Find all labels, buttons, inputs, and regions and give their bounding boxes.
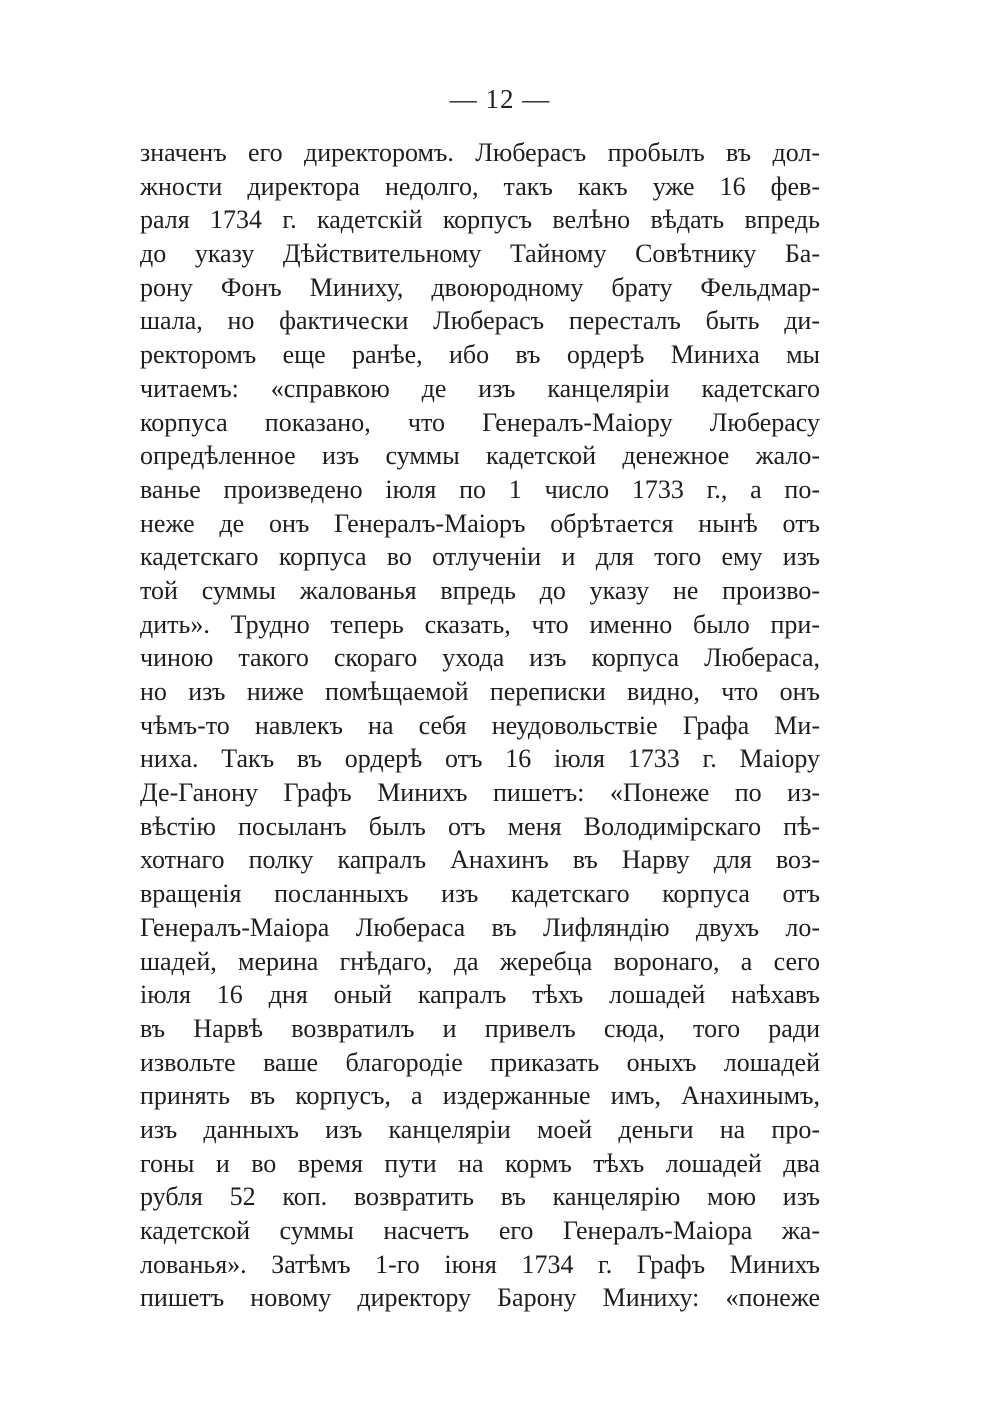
text-line: лованья». Затѣмъ 1-го іюня 1734 г. Графъ Минихъ [140, 1249, 820, 1279]
text-line: жности директора недолго, такъ какъ уже 16 фев- [140, 171, 820, 201]
text-line: опредѣленное изъ суммы кадетской денежное жало- [140, 441, 820, 471]
text-line: вѣстію посыланъ былъ отъ меня Володимірскаго пѣ- [140, 811, 820, 841]
text-line: принять въ корпусъ, а издержанные имъ, Анахинымъ, [140, 1081, 820, 1111]
text-line: той суммы жалованья впредь до указу не произво- [140, 575, 820, 605]
text-line: дить». Трудно теперь сказать, что именно было при- [140, 609, 820, 639]
text-line: Де-Ганону Графъ Минихъ пишетъ: «Понеже по из- [140, 778, 820, 808]
text-line: пишетъ новому директору Барону Миниху: «понеже [140, 1283, 820, 1313]
text-line: шала, но фактически Люберасъ пересталъ быть ди- [140, 306, 820, 336]
text-line: значенъ его директоромъ. Люберасъ пробылъ въ дол- [140, 138, 820, 167]
text-line: рубля 52 коп. возвратить въ канцелярію мою изъ [140, 1182, 820, 1212]
text-line: ректоромъ еще ранѣе, ибо въ ордерѣ Миниха мы [140, 340, 820, 370]
text-line: кадетскаго корпуса во отлученіи и для того ему изъ [140, 542, 820, 572]
text-line: въ Нарвѣ возвратилъ и привелъ сюда, того ради [140, 1013, 820, 1043]
text-line: но изъ ниже помѣщаемой переписки видно, что онъ [140, 677, 820, 706]
text-line: шадей, мерина гнѣдаго, да жеребца воронаго, а сего [140, 946, 820, 976]
text-line: читаемъ: «справкою де изъ канцеляріи кадетскаго [140, 373, 820, 403]
body-text [140, 136, 820, 1315]
text-line: іюля 16 дня оный капралъ тѣхъ лошадей наѣхавъ [140, 980, 820, 1010]
text-line: до указу Дѣйствительному Тайному Совѣтнику Ба- [140, 239, 820, 269]
text-line: ниха. Такъ въ ордерѣ отъ 16 іюля 1733 г. Маіору [140, 744, 820, 774]
text-line: изъ данныхъ изъ канцеляріи моей деньги на про- [140, 1114, 820, 1144]
text-line: ванье произведено іюля по 1 число 1733 г., а по- [140, 474, 820, 504]
text-line: гоны и во время пути на кормъ тѣхъ лошадей два [140, 1148, 820, 1178]
text-line: чѣмъ-то навлекъ на себя неудовольствіе Графа Ми- [140, 710, 820, 740]
text-line: чиною такого скораго ухода изъ корпуса Любераса, [140, 643, 820, 673]
text-line: извольте ваше благородіе приказать оныхъ лошадей [140, 1047, 820, 1077]
text-line: корпуса показано, что Генералъ-Маіору Люберасу [140, 407, 820, 437]
text-line: вращенія посланныхъ изъ кадетскаго корпуса отъ [140, 879, 820, 909]
text-line: Генералъ-Маіора Любераса въ Лифляндію двухъ ло- [140, 912, 820, 942]
text-line: кадетской суммы насчетъ его Генералъ-Маіора жа- [140, 1216, 820, 1245]
page-number: — 12 — [449, 84, 551, 114]
text-line: хотнаго полку капралъ Анахинъ въ Нарву для воз- [140, 845, 820, 875]
text-line: раля 1734 г. кадетскій корпусъ велѣно вѣдать впредь [140, 205, 820, 235]
text-line: рону Фонъ Миниху, двоюродному брату Фельдмар- [140, 272, 820, 302]
text-line: неже де онъ Генералъ-Маіоръ обрѣтается нынѣ отъ [140, 508, 820, 538]
